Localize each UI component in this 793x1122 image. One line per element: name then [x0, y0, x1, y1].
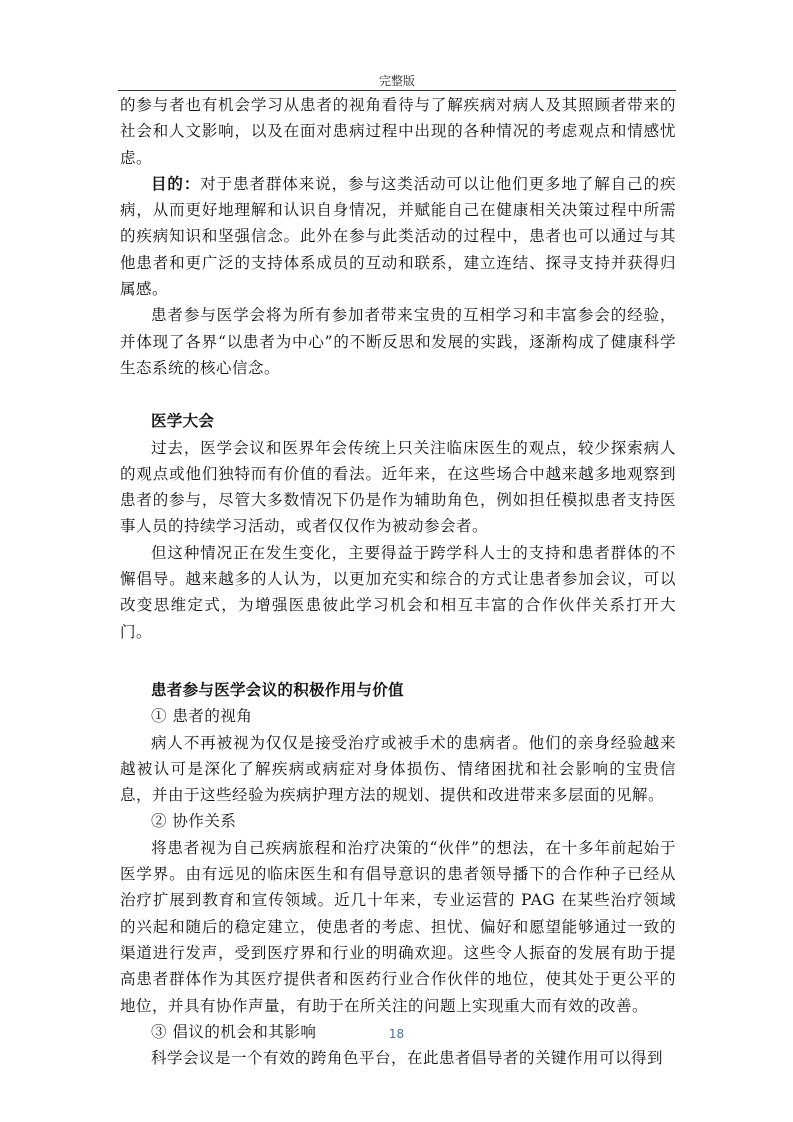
- numbered-subheading: ① 患者的视角: [151, 707, 253, 726]
- header-rule: [118, 90, 676, 91]
- paragraph-lead-label: 目的：: [151, 174, 201, 193]
- section-heading: 患者参与医学会议的积极作用与价值: [151, 680, 404, 699]
- paragraph: 的参与者也有机会学习从患者的视角看待与了解疾病对病人及其照顾者带来的社会和人文影响，以及在面对患病过程中出现的各种情况的考虑观点和情感忧虑。: [120, 96, 676, 167]
- document-body: [120, 92, 676, 1071]
- section-heading: 医学大会: [151, 412, 215, 431]
- paragraph: 患者参与医学会将为所有参加者带来宝贵的互相学习和丰富参会的经验，并体现了各界“以患者为中心”的不断反思和发展的实践，逐渐构成了健康科学生态系统的核心信念。: [120, 306, 676, 377]
- section-spacer: [120, 381, 676, 408]
- paragraph-text: 对于患者群体来说，参与这类活动可以让他们更多地了解自己的疾病，从而更好地理解和认识自身情况，并赋能自己在健康相关决策过程中所需的疾病知识和坚强信念。此外在参与此类活动的过程中，患者也可以通过与其他患者和更广泛的支持体系成员的互动和联系，建立连结、探寻支持并获得归属感。: [120, 174, 676, 299]
- paragraph: 病人不再被视为仅仅是接受治疗或被手术的患病者。他们的亲身经验越来越被认可是深化了解疾病或病症对身体损伤、情绪困扰和社会影响的宝贵信息，并由于这些经验为疾病护理方法的规划、提供和改进带来多层面的见解。: [120, 733, 676, 805]
- paragraph: 但这种情况正在发生变化，主要得益于跨学科人士的支持和患者群体的不懈倡导。越来越多的人认为，以更加充实和综合的方式让患者参加会议，可以改变思维定式，为增强医患彼此学习机会和相互丰富的合作伙伴关系打开大门。: [120, 543, 676, 641]
- paragraph: [120, 171, 676, 302]
- paragraph: 过去，医学会议和医界年会传统上只关注临床医生的观点，较少探索病人的观点或他们独特而有价值的看法。近年来，在这些场合中越来越多地观察到患者的参与，尽管大多数情况下仍是作为辅助角色，例如担任模拟患者支持医事人员的持续学习活动，或者仅仅作为被动参会者。: [120, 438, 676, 536]
- numbered-subheading: ③ 倡议的机会和其影响: [151, 1022, 317, 1041]
- paragraph: 科学会议是一个有效的跨角色平台，在此患者倡导者的关键作用可以得到: [151, 1049, 664, 1068]
- page-number: 18: [388, 1027, 405, 1041]
- paragraph: 将患者视为自己疾病旅程和治疗决策的“伙伴”的想法，在十多年前起始于医学界。由有远见的临床医生和有倡导意识的患者领导播下的合作种子已经从治疗扩展到教育和宣传领域。近几十年来，专业运营的 PAG 在某些治疗领域的兴起和随后的稳定建立，使患者的考虑、担忧、偏好和愿望能够通过一致的渠道进行发声，受到医疗界和行业的明确欢迎。这些令人振奋的发展有助于提高患者群体作为其医疗提供者和医药行业合作伙伴的地位，使其处于更公平的地位，并具有协作声量，有助于在所关注的问题上实现重大而有效的改善。: [120, 838, 676, 1015]
- page-header: 完整版: [378, 74, 415, 88]
- section-spacer: [120, 645, 676, 677]
- numbered-subheading: ② 协作关系: [151, 812, 237, 831]
